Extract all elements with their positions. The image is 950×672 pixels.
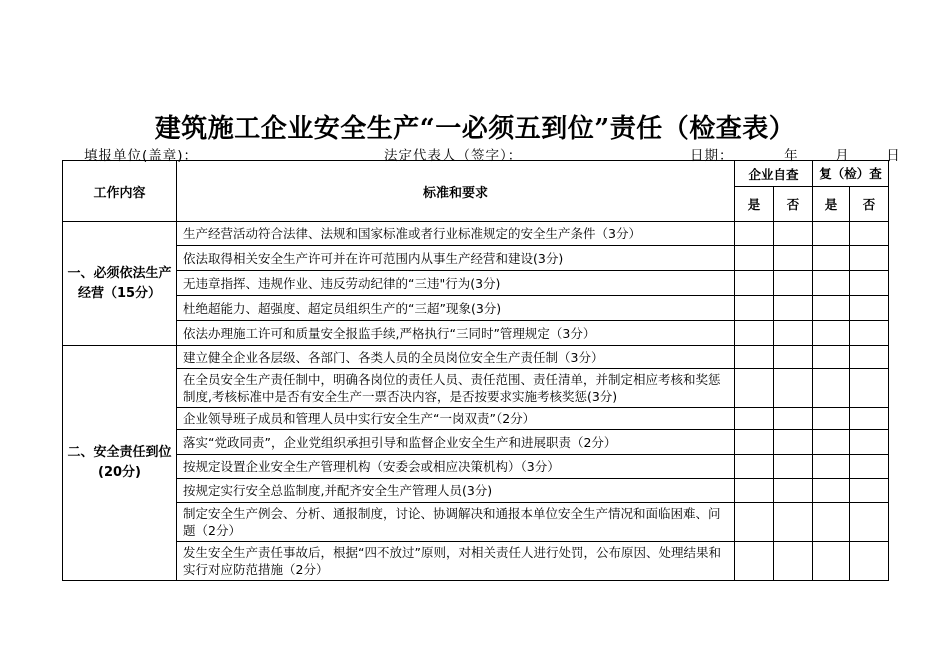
recheck-no-cell[interactable] [850,455,889,479]
recheck-no-cell[interactable] [850,479,889,503]
self-yes-cell[interactable] [735,408,774,430]
date-month: 月 [835,148,850,164]
recheck-no-cell[interactable] [850,271,889,296]
table-row [63,503,889,542]
legal-representative-label: 法定代表人（签字）： [384,148,523,164]
self-yes-cell[interactable] [735,542,774,581]
self-no-cell[interactable] [774,222,813,246]
header-self-check: 企业自查 [735,161,813,187]
requirement-text: 依法取得相关安全生产许可并在许可范围内从事生产经营和建设(3分) [177,246,735,271]
requirement-text: 制定安全生产例会、分析、通报制度，讨论、协调解决和通报本单位安全生产情况和面临困难、问题（2分） [177,503,735,542]
self-yes-cell[interactable] [735,503,774,542]
recheck-yes-cell[interactable] [813,296,850,321]
table-row [63,321,889,346]
section-name: 一、必须依法生产经营（15分） [63,222,177,346]
self-yes-cell[interactable] [735,296,774,321]
self-yes-cell[interactable] [735,430,774,455]
self-no-cell[interactable] [774,430,813,455]
recheck-yes-cell[interactable] [813,369,850,408]
table-row [63,430,889,455]
header-self-no: 否 [774,187,813,222]
recheck-yes-cell[interactable] [813,271,850,296]
self-no-cell[interactable] [774,321,813,346]
requirement-text: 按规定实行安全总监制度,并配齐安全生产管理人员(3分) [177,479,735,503]
recheck-yes-cell[interactable] [813,479,850,503]
recheck-no-cell[interactable] [850,408,889,430]
table-row [63,542,889,581]
self-yes-cell[interactable] [735,321,774,346]
recheck-no-cell[interactable] [850,430,889,455]
recheck-no-cell[interactable] [850,503,889,542]
table-row [63,296,889,321]
self-no-cell[interactable] [774,455,813,479]
recheck-yes-cell[interactable] [813,542,850,581]
header-recheck-no: 否 [850,187,889,222]
requirement-text: 生产经营活动符合法律、法规和国家标准或者行业标准规定的安全生产条件（3分） [177,222,735,246]
self-no-cell[interactable] [774,479,813,503]
date-label: 日期： [690,148,734,164]
recheck-no-cell[interactable] [850,321,889,346]
recheck-no-cell[interactable] [850,296,889,321]
header-self-yes: 是 [735,187,774,222]
header-recheck-yes: 是 [813,187,850,222]
filling-unit-label: 填报单位(盖章)： [84,148,199,164]
table-row [63,346,889,369]
self-no-cell[interactable] [774,408,813,430]
header-work-content: 工作内容 [63,161,177,222]
recheck-no-cell[interactable] [850,246,889,271]
recheck-yes-cell[interactable] [813,321,850,346]
recheck-yes-cell[interactable] [813,503,850,542]
header-standard: 标准和要求 [177,161,735,222]
table-row [63,271,889,296]
inspection-table [62,160,889,581]
table-row [63,479,889,503]
recheck-no-cell[interactable] [850,222,889,246]
requirement-text: 建立健全企业各层级、各部门、各类人员的全员岗位安全生产责任制（3分） [177,346,735,369]
self-yes-cell[interactable] [735,222,774,246]
self-yes-cell[interactable] [735,271,774,296]
recheck-no-cell[interactable] [850,346,889,369]
table-row [63,222,889,246]
self-no-cell[interactable] [774,346,813,369]
requirement-text: 落实“党政同责”，企业党组织承担引导和监督企业安全生产和进展职责（2分） [177,430,735,455]
self-yes-cell[interactable] [735,346,774,369]
requirement-text: 在全员安全生产责任制中，明确各岗位的责任人员、责任范围、责任清单，并制定相应考核和奖惩制度,考核标准中是否有安全生产一票否决内容，是否按要求实施考核奖惩(3分) [177,369,735,408]
recheck-yes-cell[interactable] [813,246,850,271]
table-row [63,246,889,271]
self-yes-cell[interactable] [735,479,774,503]
requirement-text: 发生安全生产责任事故后，根据“四不放过”原则，对相关责任人进行处罚，公布原因、处理结果和实行对应防范措施（2分） [177,542,735,581]
recheck-no-cell[interactable] [850,369,889,408]
self-no-cell[interactable] [774,503,813,542]
page-title: 建筑施工企业安全生产“一必须五到位”责任（检查表） [154,114,796,144]
self-yes-cell[interactable] [735,455,774,479]
self-no-cell[interactable] [774,296,813,321]
date-year: 年 [784,148,799,164]
date-day: 日 [886,148,901,164]
self-no-cell[interactable] [774,369,813,408]
requirement-text: 杜绝超能力、超强度、超定员组织生产的“三超”现象(3分) [177,296,735,321]
self-no-cell[interactable] [774,246,813,271]
recheck-yes-cell[interactable] [813,408,850,430]
table-row [63,455,889,479]
requirement-text: 企业领导班子成员和管理人员中实行安全生产“一岗双责”（2分） [177,408,735,430]
self-no-cell[interactable] [774,542,813,581]
recheck-yes-cell[interactable] [813,222,850,246]
table-row [63,369,889,408]
recheck-yes-cell[interactable] [813,346,850,369]
recheck-no-cell[interactable] [850,542,889,581]
requirement-text: 按规定设置企业安全生产管理机构（安委会或相应决策机构）（3分） [177,455,735,479]
recheck-yes-cell[interactable] [813,430,850,455]
requirement-text: 无违章指挥、违规作业、违反劳动纪律的“三违"行为(3分) [177,271,735,296]
self-yes-cell[interactable] [735,369,774,408]
table-row [63,408,889,430]
section-name: 二、安全责任到位(20分) [63,346,177,581]
self-no-cell[interactable] [774,271,813,296]
recheck-yes-cell[interactable] [813,455,850,479]
self-yes-cell[interactable] [735,246,774,271]
requirement-text: 依法办理施工许可和质量安全报监手续,严格执行“三同时”管理规定（3分） [177,321,735,346]
header-recheck: 复（检）查 [813,161,889,187]
